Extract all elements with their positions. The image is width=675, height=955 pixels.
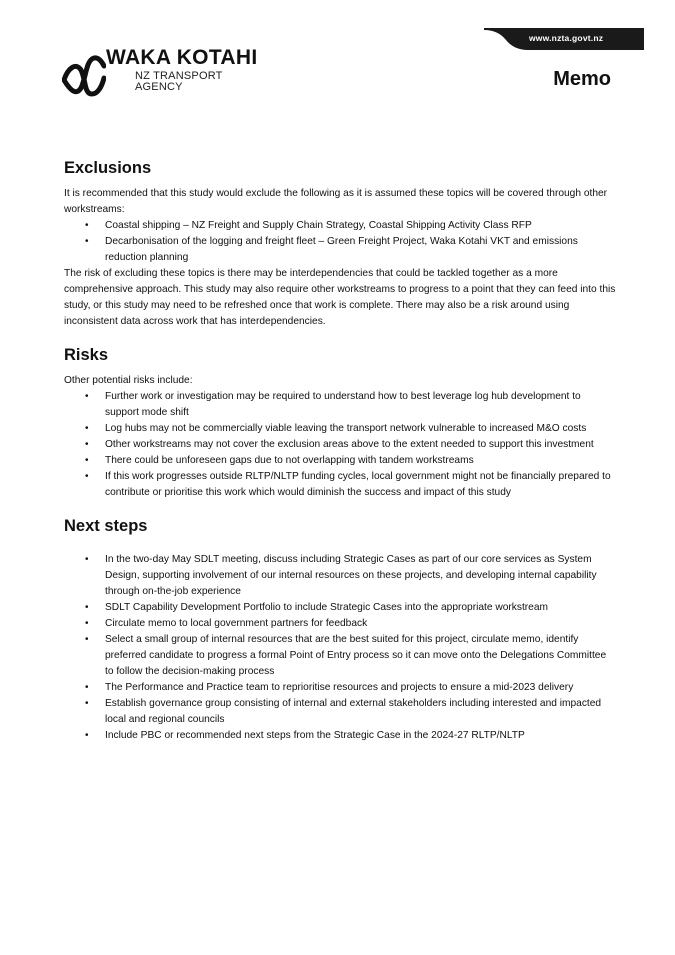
- logo-subtitle-line1: NZ TRANSPORT: [135, 70, 223, 82]
- list-item: • If this work progresses outside RLTP/NLTP funding cycles, local government might not be financially prepared to contribute or prioritise this work which would diminish the success and impact of this study: [64, 469, 616, 501]
- list-item: • Further work or investigation may be required to understand how to best leverage log hub development to support mode shift: [64, 389, 616, 421]
- risks-section: [64, 343, 616, 501]
- document-type-title: Memo: [553, 68, 611, 90]
- exclusions-section: [64, 156, 616, 330]
- risks-list: [64, 389, 616, 501]
- list-item: • There could be unforeseen gaps due to not overlapping with tandem workstreams: [64, 453, 616, 469]
- exclusions-intro: It is recommended that this study would exclude the following as it is assumed these topics will be covered through other workstreams:: [64, 188, 608, 215]
- list-item: • Select a small group of internal resources that are the best suited for this project, circulate memo, identify preferred candidate to progress a formal Point of Entry process so it can move onto the Delegations Committee to follow the decision-making process: [64, 632, 616, 680]
- list-item: • The Performance and Practice team to reprioritise resources and projects to ensure a mid-2023 delivery: [64, 680, 616, 696]
- list-item: • Other workstreams may not cover the exclusion areas above to the extent needed to support this investment: [64, 437, 616, 453]
- list-item: • Coastal shipping – NZ Freight and Supply Chain Strategy, Coastal Shipping Activity Class RFP: [64, 218, 616, 234]
- list-item: • Circulate memo to local government partners for feedback: [64, 616, 616, 632]
- exclusions-list: [64, 218, 616, 266]
- logo-title: WAKA KOTAHI: [106, 46, 258, 69]
- list-item: • SDLT Capability Development Portfolio to include Strategic Cases into the appropriate workstream: [64, 600, 616, 616]
- exclusions-heading: Exclusions: [64, 159, 152, 177]
- list-item: • In the two-day May SDLT meeting, discuss including Strategic Cases as part of our core services as System Design, supporting involvement of our internal resources on these projects, and developing internal capability through on-the-job experience: [64, 552, 616, 600]
- next-steps-section: [64, 514, 616, 744]
- url-tab[interactable]: [484, 28, 644, 50]
- waka-kotahi-wave-icon: [62, 48, 106, 98]
- risks-intro: Other potential risks include:: [64, 375, 193, 386]
- next-steps-heading: Next steps: [64, 517, 148, 535]
- list-item: • Decarbonisation of the logging and freight fleet – Green Freight Project, Waka Kotahi VKT and emissions reduction planning: [64, 234, 616, 266]
- risks-heading: Risks: [64, 346, 109, 364]
- logo-subtitle-line2: AGENCY: [135, 81, 183, 93]
- list-item: • Establish governance group consisting of internal and external stakeholders including interested and impacted local and regional councils: [64, 696, 616, 728]
- waka-kotahi-logo: [62, 44, 292, 102]
- list-item: • Include PBC or recommended next steps from the Strategic Case in the 2024-27 RLTP/NLTP: [64, 728, 616, 744]
- memo-body: [64, 156, 616, 757]
- url-text[interactable]: www.nzta.govt.nz: [529, 33, 604, 43]
- next-steps-list: [64, 552, 616, 744]
- exclusions-outro: The risk of excluding these topics is there may be interdependencies that could be tackled together as a more comprehensive approach. This study may also require other workstreams to progress to a point that they can feed into this study, or this study may need to be refreshed once that work is complete. There may also be a risk around using inconsistent data across work that has interdependencies.: [64, 268, 616, 327]
- list-item: • Log hubs may not be commercially viable leaving the transport network vulnerable to increased M&O costs: [64, 421, 616, 437]
